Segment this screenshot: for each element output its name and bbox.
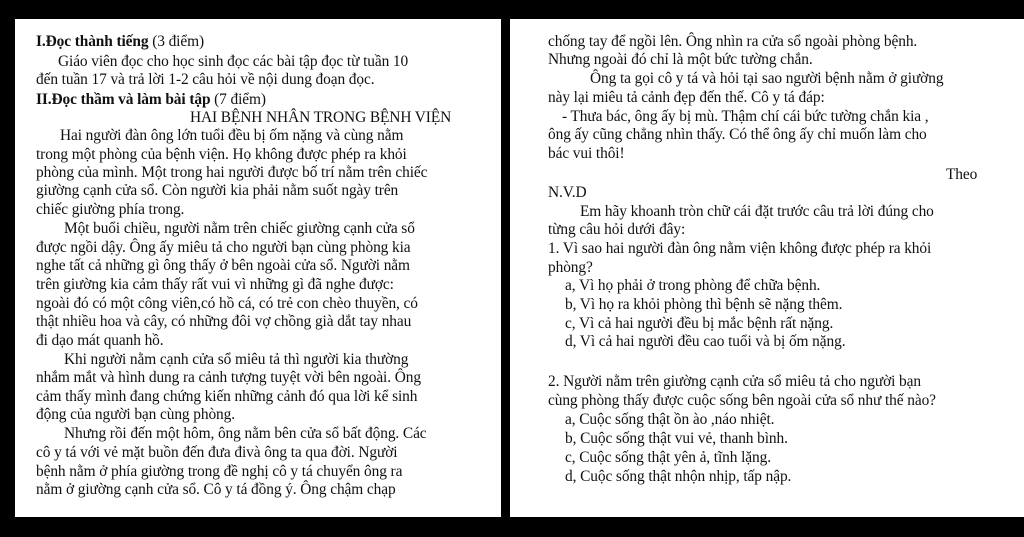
text-line [36,295,418,313]
text-line [548,145,625,163]
body-text: được ngồi dậy. Ông ấy miêu tả cho người bạn cùng phòng kia [36,239,411,256]
body-text: 1. Vì sao hai người đàn ông nằm viện không được phép ra khỏi [548,240,932,257]
text-line [36,164,427,182]
text-line [548,392,936,410]
body-text: ông ấy cũng chẳng nhìn thấy. Có thể ông ấy chỉ muốn làm cho [548,126,927,143]
text-line [565,449,771,467]
text-line [36,201,184,219]
text-line [36,444,397,462]
text-line [548,89,825,107]
bottom-black-bar [0,517,1024,537]
body-text: cùng phòng thấy được cuộc sống bên ngoài cửa sổ như thế nào? [548,392,936,409]
body-text: chống tay để ngồi lên. Ông nhìn ra cửa sổ ngoài phòng bệnh. [548,33,918,50]
text-line [64,425,427,443]
text-line [36,257,410,275]
text-line [548,259,593,277]
text-line [36,369,421,387]
body-text: Em hãy khoanh tròn chữ cái đặt trước câu trả lời đúng cho [580,203,934,220]
text-line [548,33,917,51]
body-text: động của người bạn cùng phòng. [36,406,235,423]
body-text: Khi người nằm cạnh cửa sổ miêu tả thì người kia thường [64,351,409,368]
body-text: chiếc giường phía trong. [36,201,185,218]
text-line [565,333,845,351]
text-line [548,240,931,258]
text-line [36,33,204,51]
left-page [15,19,501,517]
text-line [36,313,411,331]
body-text: 2. Người nằm trên giường cạnh cửa sổ miêu tả cho người bạn [548,373,921,390]
text-line [36,146,407,164]
body-text: cảm thấy mình đang chứng kiến những cảnh đó qua lời kể sinh [36,388,418,405]
heading-text: I.Đọc thành tiếng [36,33,149,50]
text-line [36,388,417,406]
body-text: a, Vì họ phải ở trong phòng để chữa bệnh. [565,277,821,294]
text-line [36,239,411,257]
body-text: (3 điểm) [148,33,204,50]
text-line [58,53,408,71]
body-text: HAI BỆNH NHÂN TRONG BỆNH VIỆN [190,109,452,126]
body-text: thật nhiều hoa và cây, có những đôi vợ chồng già dắt tay nhau [36,313,412,330]
body-text: Ông ta gọi cô y tá và hỏi tại sao người bệnh nằm ở giường [590,70,944,87]
text-line [946,166,977,184]
text-line [36,463,402,481]
text-line [64,351,408,369]
body-text: giường cạnh cửa sổ. Còn người kia phải nằm suốt ngày trên [36,182,399,199]
body-text: đi dạo mát quanh hồ. [36,332,164,349]
body-text: Nhưng rồi đến một hôm, ông nằm bên cửa sổ bất động. Các [64,425,427,442]
text-line [36,276,394,294]
text-line [36,182,398,200]
text-line [565,277,820,295]
text-line [548,221,685,239]
body-text: (7 điểm) [210,91,266,108]
body-text: đến tuần 17 và trả lời 1-2 câu hỏi về nội dung đoạn đọc. [36,71,375,88]
body-text: phòng của mình. Một trong hai người được bố trí nằm trên chiếc [36,164,428,181]
text-line [565,411,774,429]
body-text: nghe tất cả những gì ông thấy ở bên ngoài cửa sổ. Người nằm [36,257,410,274]
body-text: này lại miêu tả cảnh đẹp đến thế. Cô y tá đáp: [548,89,825,106]
text-line [548,51,813,69]
text-line [562,108,928,126]
body-text: Hai người đàn ông lớn tuổi đều bị ốm nặng và cùng nằm [60,127,404,144]
body-text: trên giường kia cảm thấy rất vui vì những gì đã nghe được: [36,276,394,293]
text-line [548,126,927,144]
body-text: Giáo viên đọc cho học sinh đọc các bài tập đọc từ tuần 10 [58,53,409,70]
body-text: từng câu hỏi dưới đây: [548,221,686,238]
body-text: N.V.D [548,184,587,201]
body-text: b, Cuộc sống thật vui vẻ, thanh bình. [565,430,788,447]
text-line [36,332,164,350]
text-line [565,468,791,486]
body-text: bệnh nằm ở phía giường trong đề nghị cô y tá chuyển ông ra [36,463,403,480]
text-line [565,296,842,314]
body-text: Nhưng ngoài đó chỉ là một bức tường chắn. [548,51,813,68]
body-text: nhắm mắt và hình dung ra cảnh tượng tuyệt vời bên ngoài. Ông [36,369,421,386]
body-text: nằm ở giường cạnh cửa sổ. Cô y tá đồng ý. Ông chậm chạp [36,481,396,498]
right-page [510,19,1024,517]
body-text: bác vui thôi! [548,145,625,162]
text-line [36,91,266,109]
body-text: Một buổi chiều, người nằm trên chiếc giường cạnh cửa sổ [64,220,415,237]
body-text: d, Vì cả hai người đều cao tuổi và bị ốm nặng. [565,333,846,350]
text-line [60,127,403,145]
text-line [64,220,415,238]
body-text: - Thưa bác, ông ấy bị mù. Thậm chí cái bức tường chắn kia , [562,108,929,125]
text-line [590,70,943,88]
body-text: trong một phòng của bệnh viện. Họ không được phép ra khỏi [36,146,407,163]
body-text: phòng? [548,259,593,276]
text-line [565,430,788,448]
text-line [548,184,587,202]
body-text: ngoài đó có một công viên,có hồ cá, có trẻ con chèo thuyền, có [36,295,418,312]
text-line [565,315,833,333]
heading-text: II.Đọc thầm và làm bài tập [36,91,211,108]
text-line [190,109,451,127]
body-text: b, Vì họ ra khỏi phòng thì bệnh sẽ nặng thêm. [565,296,843,313]
body-text: Theo [946,166,978,183]
text-line [580,203,934,221]
body-text: d, Cuộc sống thật nhộn nhịp, tấp nập. [565,468,792,485]
body-text: cô y tá với vẻ mặt buồn đến đưa đivà ông ta qua đời. Người [36,444,398,461]
text-line [548,373,921,391]
body-text: a, Cuộc sống thật ồn ào ,náo nhiệt. [565,411,775,428]
text-line [36,406,235,424]
body-text: c, Cuộc sống thật yên ả, tĩnh lặng. [565,449,771,466]
body-text: c, Vì cả hai người đều bị mắc bệnh rất nặng. [565,315,834,332]
text-line [36,71,374,89]
text-line [36,481,396,499]
